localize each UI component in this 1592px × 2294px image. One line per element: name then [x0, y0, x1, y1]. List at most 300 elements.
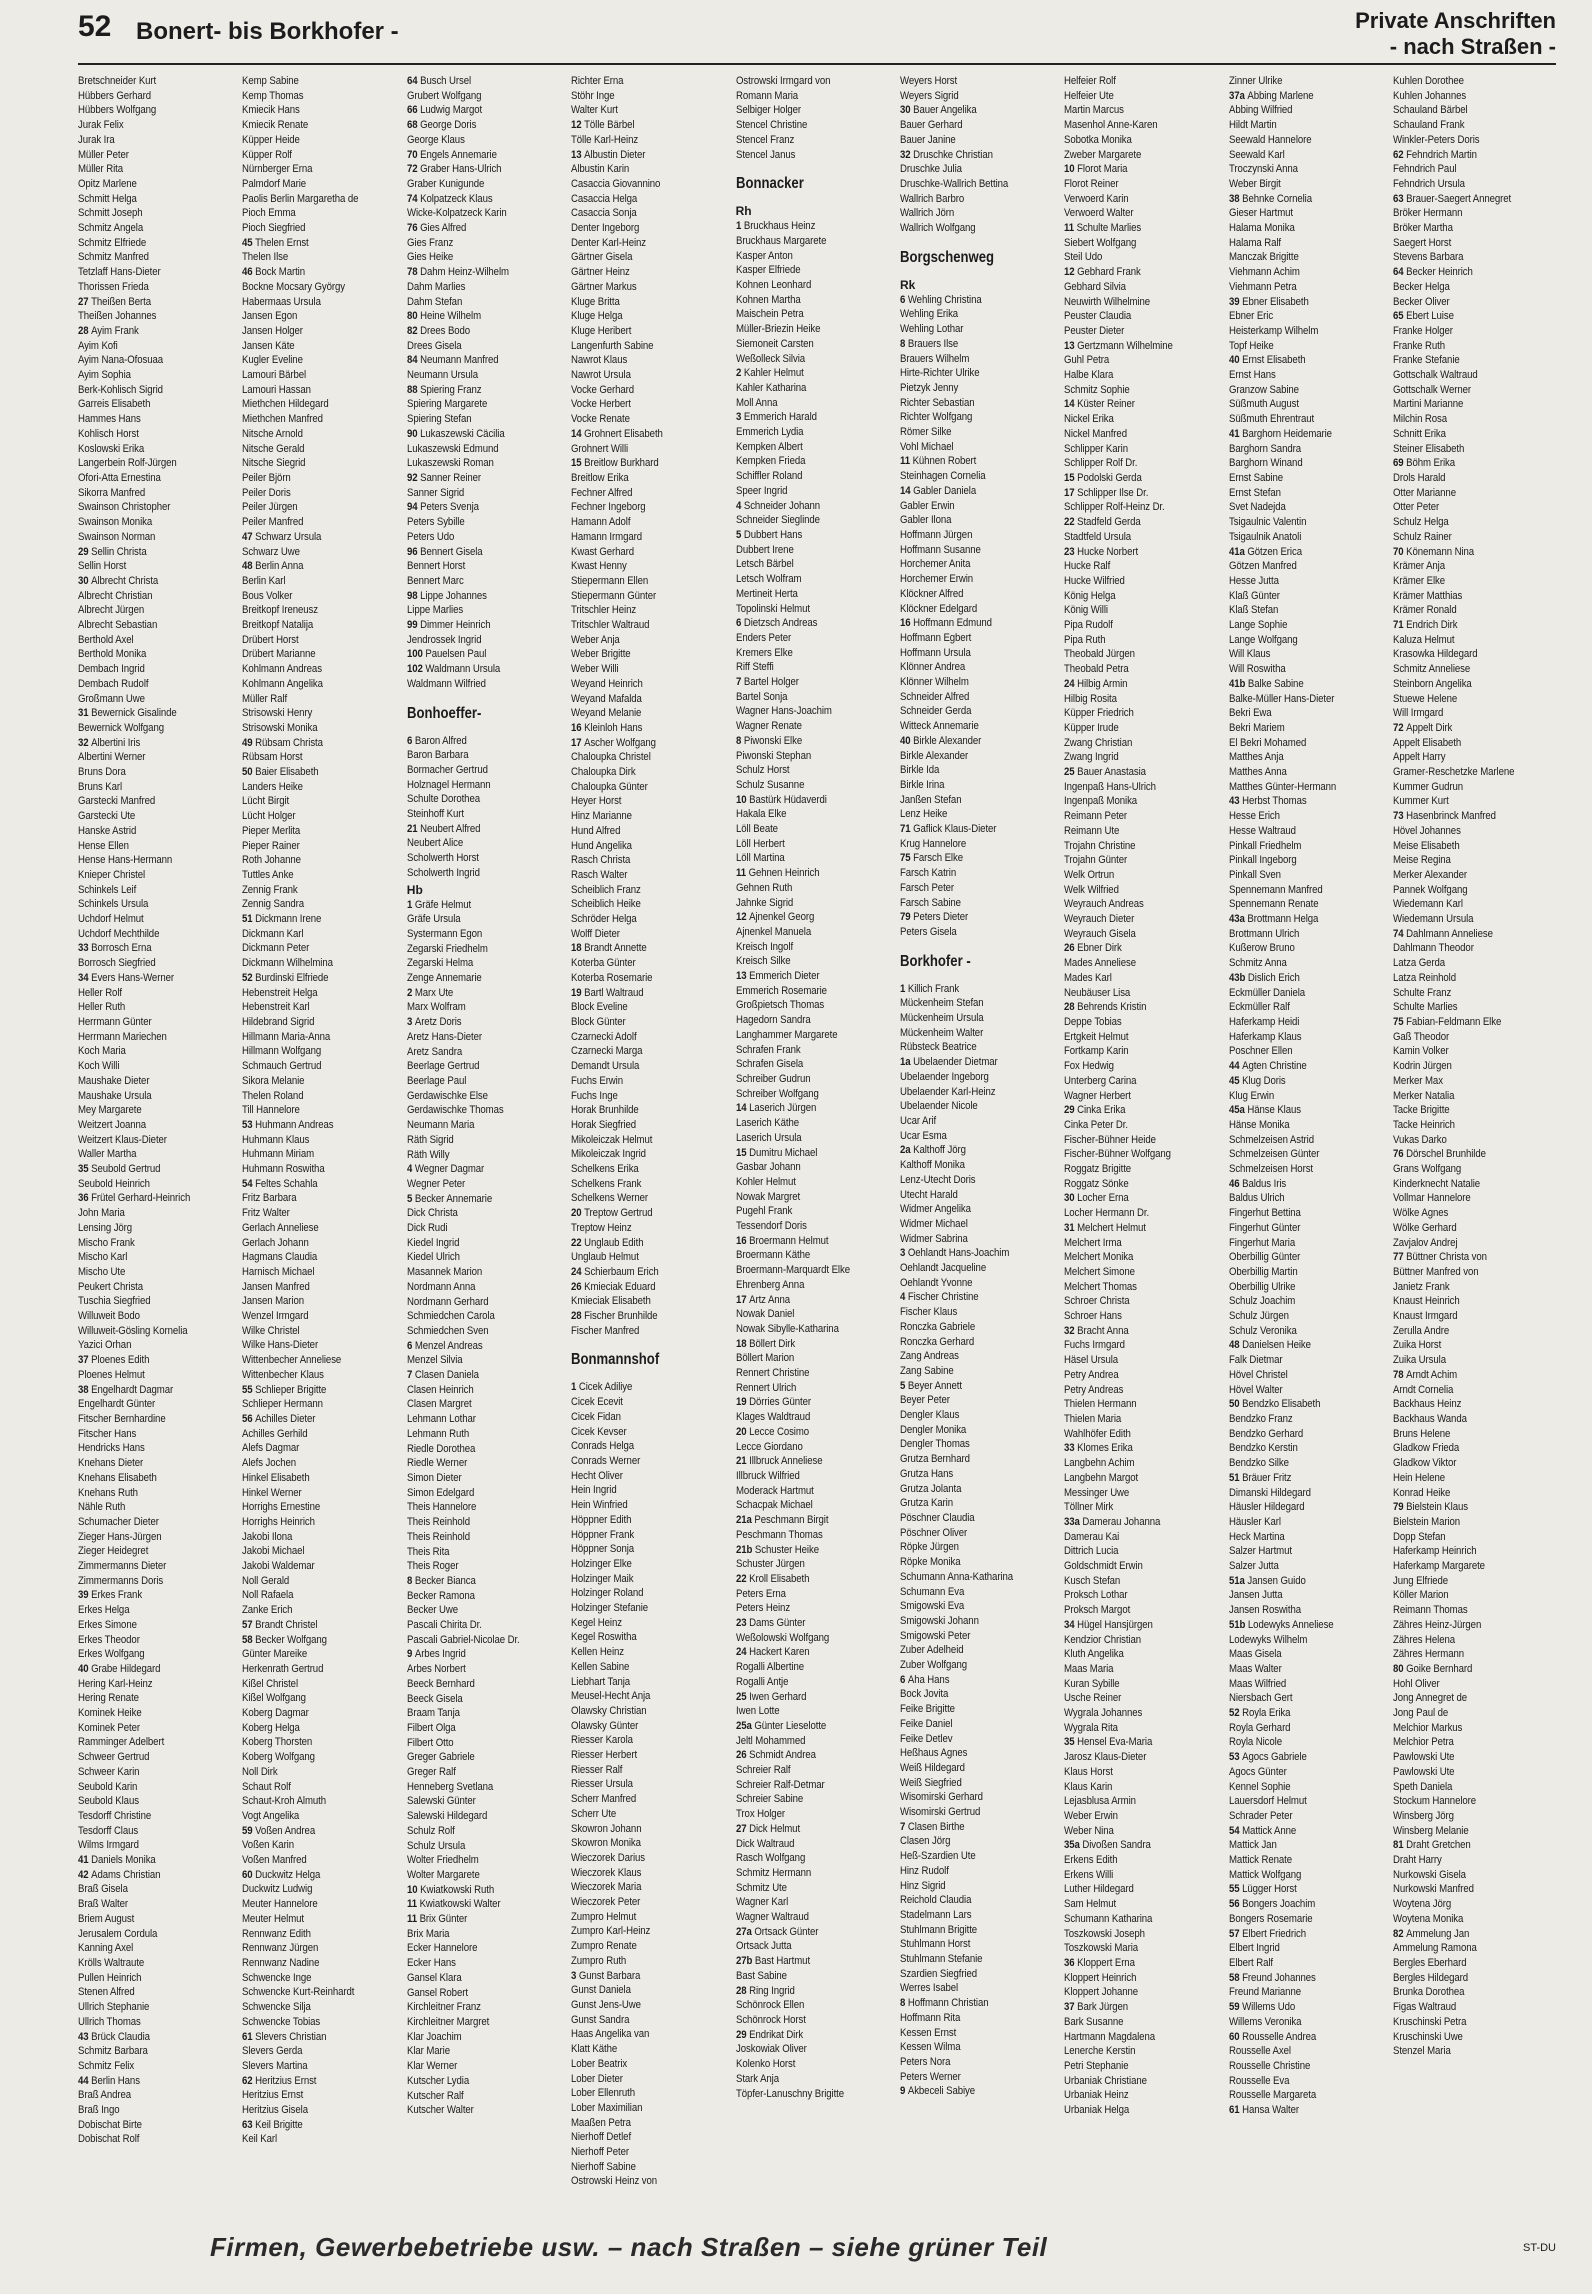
resident-name: Svet Nadejda — [1228, 501, 1286, 514]
directory-entry — [900, 1408, 1063, 1423]
resident-name: Ortsack Jutta — [735, 1940, 792, 1953]
resident-name: Erkes Simone — [78, 1618, 137, 1631]
directory-entry — [900, 793, 1063, 808]
resident-name: Masenhol Anne-Karen — [1064, 119, 1158, 132]
resident-name: Schwarz Ursula — [255, 530, 322, 543]
house-number: 46 — [1228, 1177, 1242, 1190]
resident-name: Denter Karl-Heinz — [571, 236, 647, 249]
directory-entry — [1064, 1794, 1227, 1809]
resident-name: Pinkall Friedhelm — [1228, 839, 1302, 852]
directory-entry — [736, 1675, 899, 1690]
directory-entry — [900, 778, 1063, 793]
resident-name: Gärtner Markus — [571, 280, 637, 293]
resident-name: Kellen Sabine — [571, 1660, 630, 1673]
resident-name: Trojahn Christine — [1064, 839, 1136, 852]
resident-name: Löll Herbert — [735, 837, 785, 850]
directory-entry — [407, 1383, 570, 1398]
resident-name: Langbehn Achim — [1064, 1457, 1135, 1470]
directory-entry — [242, 2118, 405, 2133]
directory-entry — [1064, 103, 1227, 118]
resident-name: Holzinger Maik — [571, 1572, 634, 1585]
directory-entry — [1393, 883, 1556, 898]
directory-entry — [407, 942, 570, 957]
resident-name: Kwiatkowski Ruth — [419, 1883, 494, 1896]
directory-entry — [407, 1427, 570, 1442]
resident-name: Miethchen Hildegard — [242, 398, 330, 411]
resident-name: Walter Kurt — [571, 104, 618, 117]
directory-entry — [78, 1677, 241, 1692]
directory-entry — [571, 1969, 734, 1984]
directory-entry — [1229, 353, 1392, 368]
directory-entry — [736, 234, 899, 249]
house-number: 3 — [735, 411, 744, 424]
resident-name: Erkes Helga — [78, 1604, 130, 1617]
resident-name: Spiering Franz — [419, 383, 482, 396]
resident-name: Häsel Ursula — [1064, 1354, 1119, 1367]
resident-name: Schreier Sabine — [735, 1793, 803, 1806]
resident-name: Gaß Theodor — [1393, 1030, 1450, 1043]
directory-entry — [242, 265, 405, 280]
resident-name: Hein Helene — [1393, 1471, 1446, 1484]
directory-entry — [1064, 397, 1227, 412]
directory-entry — [407, 927, 570, 942]
house-number: 60 — [1228, 2030, 1242, 2043]
resident-name: Dörschel Brunhilde — [1406, 1148, 1487, 1161]
resident-name: Süßmuth August — [1228, 398, 1299, 411]
resident-name: Franke Stefanie — [1393, 354, 1460, 367]
directory-entry — [736, 1337, 899, 1352]
directory-entry — [78, 2000, 241, 2015]
house-number: 44 — [1228, 1060, 1242, 1073]
directory-entry — [736, 1278, 899, 1293]
directory-entry — [407, 1368, 570, 1383]
resident-name: Filbert Otto — [406, 1736, 454, 1749]
directory-entry — [1229, 912, 1392, 927]
directory-entry — [407, 324, 570, 339]
house-number: 2a — [899, 1144, 914, 1157]
directory-entry — [736, 425, 899, 440]
directory-entry — [571, 2130, 734, 2145]
directory-entry — [1064, 1530, 1227, 1545]
house-number: 56 — [1228, 1898, 1242, 1911]
resident-name: Brandt Annette — [584, 942, 647, 955]
resident-name: Kißel Wolfgang — [242, 1692, 307, 1705]
directory-entry — [1393, 1559, 1556, 1574]
resident-name: Bergles Eberhard — [1393, 1957, 1467, 1969]
resident-name: Müller Rita — [78, 163, 124, 176]
directory-entry — [900, 1452, 1063, 1467]
resident-name: Gansel Robert — [406, 1986, 468, 1999]
directory-entry — [78, 265, 241, 280]
resident-name: Höppner Edith — [571, 1513, 632, 1526]
house-number: 63 — [242, 2118, 256, 2131]
resident-name: Horrighs Heinrich — [242, 1515, 316, 1528]
directory-entry — [407, 792, 570, 807]
directory-entry — [407, 1809, 570, 1824]
resident-name: Nordmann Gerhard — [406, 1295, 489, 1308]
resident-name: Bendzko Kerstin — [1228, 1442, 1298, 1455]
directory-entry — [1229, 1206, 1392, 1221]
resident-name: Bous Volker — [242, 589, 293, 602]
directory-entry — [1393, 1765, 1556, 1780]
resident-name: Will Roswitha — [1228, 663, 1286, 676]
house-number: 12 — [735, 911, 749, 924]
house-number: 28 — [735, 1984, 749, 1997]
resident-name: Alefs Jochen — [242, 1457, 297, 1470]
directory-entry — [1229, 280, 1392, 295]
resident-name: Albrecht Sebastian — [78, 619, 158, 632]
resident-name: Neumann Manfred — [419, 354, 499, 367]
directory-entry — [1393, 192, 1556, 207]
directory-entry — [1064, 1030, 1227, 1045]
directory-entry — [1064, 1383, 1227, 1398]
resident-name: Jong Annegret de — [1393, 1692, 1468, 1705]
directory-entry — [1393, 1456, 1556, 1471]
resident-name: Braß Ingo — [78, 2104, 120, 2117]
directory-entry — [242, 1912, 405, 1927]
resident-name: Cicek Adiliye — [579, 1381, 633, 1394]
directory-entry — [571, 1719, 734, 1734]
house-number: 61 — [1228, 2104, 1242, 2117]
house-number: 37 — [78, 1354, 92, 1367]
directory-entry — [736, 2087, 899, 2102]
resident-name: Ullrich Thomas — [78, 2015, 141, 2028]
directory-entry — [1064, 1074, 1227, 1089]
resident-name: Urbaniak Heinz — [1064, 2089, 1129, 2102]
resident-name: Spennemann Manfred — [1228, 883, 1323, 896]
directory-entry — [1393, 1441, 1556, 1456]
resident-name: Treptow Gertrud — [584, 1207, 653, 1220]
resident-name: Rogalli Antje — [735, 1675, 788, 1688]
directory-entry — [1064, 1059, 1227, 1074]
resident-name: Röpke Monika — [899, 1556, 961, 1569]
resident-name: Achilles Gerhild — [242, 1427, 308, 1440]
house-number: 43b — [1228, 971, 1248, 984]
directory-entry — [900, 1482, 1063, 1497]
house-number: 18 — [571, 942, 585, 955]
resident-name: Sobotka Monika — [1064, 133, 1133, 146]
resident-name: Maas Gisela — [1228, 1648, 1282, 1661]
resident-name: Chaloupka Günter — [571, 780, 648, 793]
resident-name: Swainson Monika — [78, 516, 153, 529]
resident-name: Danielsen Heike — [1241, 1339, 1311, 1352]
resident-name: Zimmermanns Doris — [78, 1574, 164, 1587]
resident-name: Locher Erna — [1077, 1192, 1129, 1205]
directory-entry — [1393, 824, 1556, 839]
directory-entry — [1393, 118, 1556, 133]
directory-entry — [1393, 1177, 1556, 1192]
resident-name: Schulz Ursula — [406, 1839, 466, 1852]
directory-entry — [571, 192, 734, 207]
resident-name: Schröder Helga — [571, 913, 637, 926]
resident-name: Großpietsch Thomas — [735, 999, 824, 1012]
directory-entry — [1229, 309, 1392, 324]
directory-entry — [78, 1882, 241, 1897]
directory-entry — [1393, 545, 1556, 560]
resident-name: Peiler Jürgen — [242, 501, 298, 514]
directory-entry — [1064, 2088, 1227, 2103]
house-number: 80 — [1393, 1662, 1407, 1675]
resident-name: Krämer Matthias — [1393, 589, 1463, 602]
resident-name: Nierhoff Sabine — [571, 2160, 637, 2173]
directory-entry — [900, 1702, 1063, 1717]
house-number: 47 — [242, 530, 256, 543]
directory-entry — [1393, 971, 1556, 986]
resident-name: Maas Maria — [1064, 1662, 1114, 1675]
resident-name: Olawsky Günter — [571, 1719, 639, 1732]
directory-entry — [1393, 853, 1556, 868]
resident-name: Trojahn Günter — [1064, 854, 1128, 867]
directory-entry — [407, 339, 570, 354]
directory-entry — [736, 557, 899, 572]
directory-entry — [242, 1280, 405, 1295]
directory-entry — [78, 1177, 241, 1192]
resident-name: Klug Erwin — [1228, 1089, 1274, 1102]
resident-name: Lober Beatrix — [571, 2057, 628, 2070]
resident-name: Laserich Käthe — [735, 1117, 799, 1130]
directory-entry — [1229, 1721, 1392, 1736]
house-number: 8 — [899, 337, 908, 350]
directory-entry — [1064, 647, 1227, 662]
directory-entry — [1064, 162, 1227, 177]
directory-entry — [900, 1393, 1063, 1408]
resident-name: Appelt Harry — [1393, 751, 1446, 764]
resident-name: Riesser Ursula — [571, 1778, 634, 1791]
directory-entry — [736, 263, 899, 278]
directory-entry — [407, 442, 570, 457]
directory-entry — [1229, 2015, 1392, 2030]
directory-entry — [900, 192, 1063, 207]
directory-entry — [242, 1780, 405, 1795]
directory-entry — [407, 763, 570, 778]
directory-entry — [1229, 692, 1392, 707]
directory-entry — [1064, 442, 1227, 457]
resident-name: Schulz Helga — [1393, 516, 1449, 529]
directory-entry — [78, 368, 241, 383]
resident-name: Agten Christine — [1241, 1060, 1307, 1073]
resident-name: Oehlandt Yvonne — [899, 1276, 973, 1289]
house-number: 74 — [406, 192, 420, 205]
house-number: 6 — [406, 1339, 415, 1352]
directory-entry — [571, 1309, 734, 1324]
resident-name: Slevers Christian — [255, 2030, 327, 2043]
resident-name: Kwast Gerhard — [571, 545, 635, 558]
directory-entry — [736, 1322, 899, 1337]
resident-name: Jong Paul de — [1393, 1707, 1449, 1720]
directory-entry — [571, 736, 734, 751]
resident-name: Peuster Dieter — [1064, 324, 1125, 337]
directory-entry — [242, 574, 405, 589]
resident-name: Letsch Wolfram — [735, 573, 802, 586]
house-number: 11 — [406, 1898, 420, 1911]
resident-name: Peters Erna — [735, 1587, 786, 1600]
directory-entry — [78, 206, 241, 221]
directory-entry — [571, 1630, 734, 1645]
directory-entry — [78, 295, 241, 310]
directory-entry — [242, 486, 405, 501]
resident-name: Schmitz Anneliese — [1393, 663, 1471, 676]
directory-columns — [78, 74, 1558, 2204]
resident-name: Scherr Manfred — [571, 1793, 637, 1806]
resident-name: Heritzius Gisela — [242, 2104, 309, 2117]
resident-name: Zumpro Renate — [571, 1940, 637, 1953]
directory-entry — [242, 148, 405, 163]
directory-entry — [900, 1643, 1063, 1658]
resident-name: Nürnberger Erna — [242, 163, 313, 176]
resident-name: Mattick Renate — [1228, 1854, 1292, 1867]
directory-entry — [736, 646, 899, 661]
directory-entry — [571, 2057, 734, 2072]
resident-name: Luther Hildegard — [1064, 1883, 1135, 1896]
directory-entry — [1393, 1309, 1556, 1324]
directory-entry — [1064, 545, 1227, 560]
resident-name: Krug Hannelore — [899, 837, 967, 850]
resident-name: Nawrot Klaus — [571, 354, 628, 367]
directory-entry — [1064, 177, 1227, 192]
resident-name: Ostrowski Irmgard von — [735, 75, 831, 87]
resident-name: Troczynski Anna — [1228, 163, 1298, 176]
directory-entry — [78, 442, 241, 457]
resident-name: Huhmann Roswitha — [242, 1163, 325, 1176]
resident-name: Dittrich Lucia — [1064, 1545, 1119, 1558]
resident-name: Oberbillig Ulrike — [1228, 1280, 1296, 1293]
house-number: 5 — [899, 1379, 908, 1392]
directory-entry — [571, 1513, 734, 1528]
house-number: 102 — [406, 663, 426, 676]
directory-entry — [900, 1864, 1063, 1879]
house-number: 25 — [1064, 766, 1078, 779]
resident-name: Schinkels Ursula — [78, 898, 149, 911]
resident-name: Widmer Angelika — [899, 1203, 971, 1216]
directory-entry — [407, 74, 570, 89]
directory-entry — [900, 162, 1063, 177]
house-number: 59 — [242, 1824, 256, 1837]
directory-entry — [407, 1118, 570, 1133]
resident-name: Schelkens Erika — [571, 1163, 639, 1176]
directory-entry — [900, 1761, 1063, 1776]
directory-entry — [78, 1647, 241, 1662]
house-number: 14 — [899, 484, 914, 497]
house-number: 10 — [735, 793, 749, 806]
house-number: 82 — [406, 324, 420, 337]
resident-name: Saegert Horst — [1393, 236, 1452, 249]
directory-entry — [242, 1853, 405, 1868]
directory-entry — [78, 1500, 241, 1515]
directory-entry — [407, 603, 570, 618]
directory-entry — [1064, 677, 1227, 692]
resident-name: Gaflick Klaus-Dieter — [913, 823, 997, 836]
house-number: 22 — [571, 1236, 585, 1249]
directory-entry — [242, 559, 405, 574]
resident-name: Bröker Hermann — [1393, 207, 1463, 220]
resident-name: Wallrich Barbro — [899, 192, 965, 205]
directory-entry — [1229, 1236, 1392, 1251]
directory-column — [1064, 74, 1228, 2204]
street-heading: Borgschenweg — [899, 248, 994, 266]
resident-name: Menzel Andreas — [414, 1339, 483, 1352]
resident-name: Hamann Irmgard — [571, 530, 643, 543]
directory-entry — [736, 74, 899, 89]
directory-entry — [242, 2000, 405, 2015]
resident-name: Feike Daniel — [899, 1717, 953, 1730]
directory-entry — [571, 368, 734, 383]
directory-entry — [1393, 1985, 1556, 2000]
resident-name: Schulz Veronika — [1228, 1324, 1297, 1337]
directory-entry — [1229, 324, 1392, 339]
directory-entry — [900, 1040, 1063, 1055]
directory-entry — [242, 633, 405, 648]
resident-name: Wagner Karl — [735, 1896, 788, 1909]
directory-entry — [78, 1162, 241, 1177]
resident-name: Schmitz Angela — [78, 222, 144, 235]
directory-entry — [242, 1691, 405, 1706]
directory-entry — [1064, 1324, 1227, 1339]
resident-name: Weiß Siegfried — [899, 1776, 962, 1789]
resident-name: Hense Ellen — [78, 839, 129, 852]
resident-name: Schreier Ralf — [735, 1764, 791, 1777]
house-number: 40 — [899, 734, 914, 747]
resident-name: Wilms Irmgard — [78, 1839, 139, 1852]
directory-entry — [736, 1248, 899, 1263]
resident-name: Weßolowski Wolfgang — [735, 1631, 829, 1644]
resident-name: Knieper Christel — [78, 868, 146, 881]
directory-entry — [1064, 941, 1227, 956]
resident-name: Schelkens Frank — [571, 1177, 642, 1190]
directory-entry — [900, 704, 1063, 719]
directory-entry — [900, 1937, 1063, 1952]
resident-name: Schumann Anna-Katharina — [899, 1570, 1013, 1583]
directory-entry — [1393, 368, 1556, 383]
directory-entry — [736, 219, 899, 234]
directory-entry — [1229, 1486, 1392, 1501]
directory-entry — [900, 543, 1063, 558]
resident-name: Lodewyks Anneliese — [1247, 1618, 1334, 1631]
directory-entry — [1229, 1280, 1392, 1295]
directory-entry — [900, 675, 1063, 690]
resident-name: Evers Hans-Werner — [91, 971, 174, 984]
resident-name: Falk Dietmar — [1228, 1354, 1283, 1367]
resident-name: Cicek Kevser — [571, 1425, 627, 1438]
resident-name: Ascher Wolfgang — [584, 736, 657, 749]
resident-name: Schlieper Hermann — [242, 1398, 324, 1411]
house-number: 78 — [406, 266, 420, 279]
resident-name: Schulz Jürgen — [1228, 1310, 1289, 1323]
house-number: 16 — [571, 721, 585, 734]
directory-entry — [1393, 1397, 1556, 1412]
directory-entry — [736, 103, 899, 118]
directory-entry — [1064, 1735, 1227, 1750]
house-number: 24 — [735, 1646, 749, 1659]
directory-entry — [1064, 1838, 1227, 1853]
resident-name: Engels Annemarie — [419, 148, 497, 161]
resident-name: Lober Dieter — [571, 2072, 624, 2085]
directory-entry — [407, 574, 570, 589]
resident-name: Alefs Dagmar — [242, 1442, 300, 1455]
resident-name: Nickel Erika — [1064, 413, 1115, 426]
directory-entry — [736, 1131, 899, 1146]
directory-entry — [900, 910, 1063, 925]
resident-name: Freund Marianne — [1228, 1986, 1301, 1999]
directory-entry — [1393, 1809, 1556, 1824]
directory-entry — [736, 1381, 899, 1396]
resident-name: Nitsche Arnold — [242, 427, 304, 440]
resident-name: Zennig Frank — [242, 883, 299, 896]
resident-name: Iwen Lotte — [735, 1705, 780, 1718]
resident-name: Fischer Klaus — [899, 1306, 958, 1319]
directory-entry — [900, 133, 1063, 148]
directory-entry — [407, 545, 570, 560]
directory-entry — [900, 103, 1063, 118]
